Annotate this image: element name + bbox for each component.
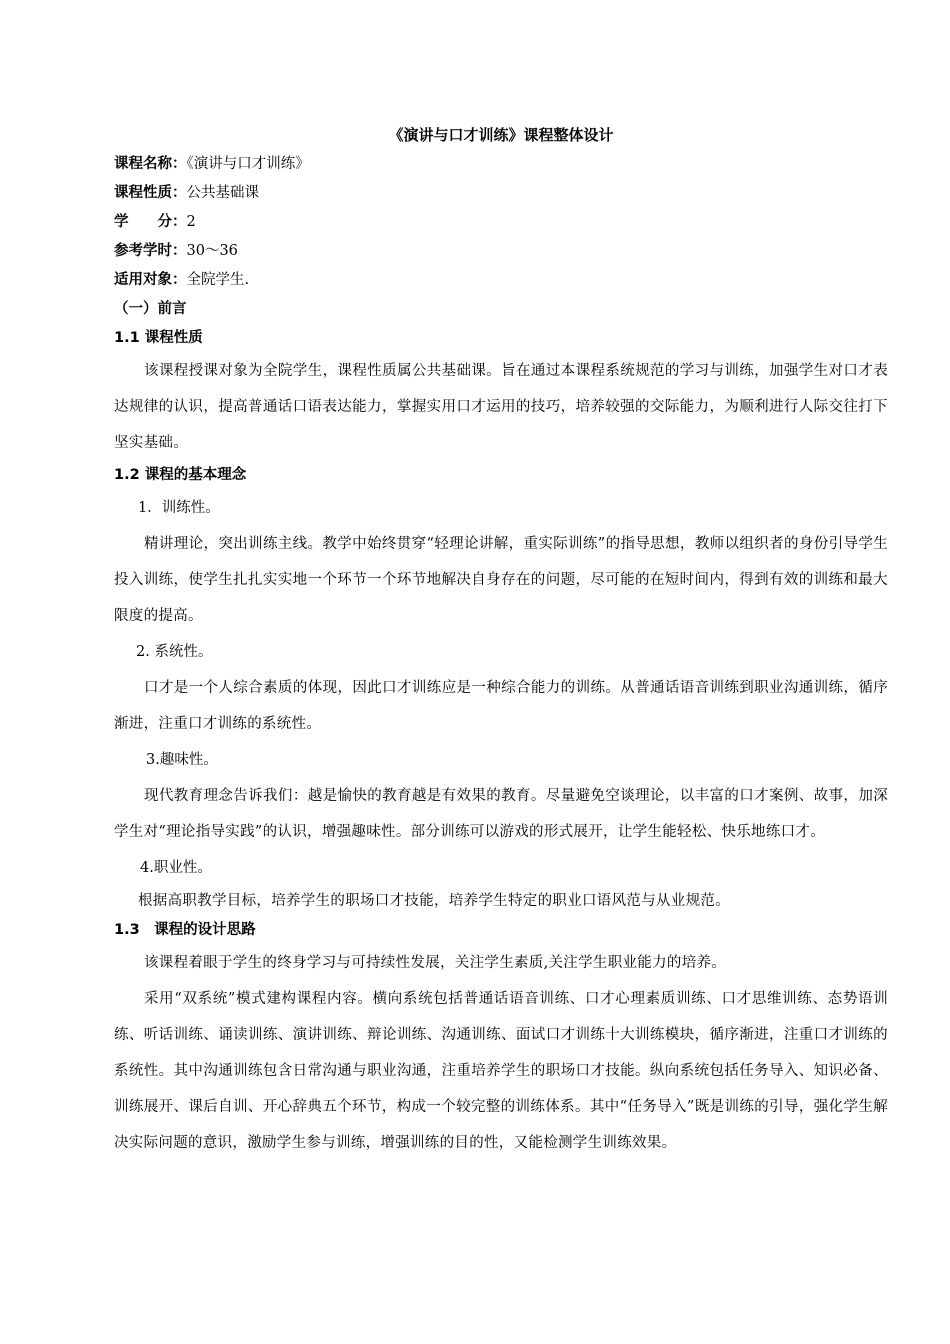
meta-label: 适用对象： [114,272,187,288]
meta-credits [114,208,888,237]
meta-course-name [114,150,888,179]
section-1-1-heading: 1.1 课程性质 [114,330,203,346]
meta-hours [114,237,888,266]
section-1-3-paragraph-1: 该课程着眼于学生的终身学习与可持续性发展，关注学生素质,关注学生职业能力的培养。 [144,955,727,971]
meta-value: 公共基础课 [186,185,259,201]
meta-audience [114,266,888,295]
concept-item-paragraph: 口才是一个人综合素质的体现，因此口才训练应是一种综合能力的训练。从普通话语音训练到职业沟通训练，循序渐进，注重口才训练的系统性。 [114,680,888,732]
section-1-1-paragraph: 该课程授课对象为全院学生，课程性质属公共基础课。旨在通过本课程系统规范的学习与训练，加强学生对口才表达规律的认识，提高普通话口语表达能力，掌握实用口才运用的技巧，培养较强的交际能力，为顺利进行人际交往打下坚实基础。 [114,363,888,451]
concept-item-paragraph: 现代教育理念告诉我们：越是愉快的教育越是有效果的教育。尽量避免空谈理论，以丰富的口才案例、故事，加深学生对“理论指导实践”的认识，增强趣味性。部分训练可以游戏的形式展开，让学生能轻松、快乐地练口才。 [114,788,888,840]
meta-label: 学 分： [114,214,187,230]
concept-item-label: 1．训练性。 [138,500,220,516]
concept-item-label: 3.趣味性。 [146,752,218,768]
concept-item-label: 2. 系统性。 [136,644,213,660]
meta-value: 30～36 [186,243,238,259]
meta-label: 参考学时： [114,243,187,259]
section-intro-heading: （一）前言 [114,301,187,317]
meta-value: 《演讲与口才训练》 [186,156,310,172]
meta-course-nature [114,179,888,208]
meta-value: 2 [186,214,196,230]
section-1-3-paragraph-2: 采用“双系统”模式建构课程内容。横向系统包括普通话语音训练、口才心理素质训练、口才思维训练、态势语训练、听话训练、诵读训练、演讲训练、辩论训练、沟通训练、面试口才训练十大训练模块，循序渐进，注重口才训练的系统性。其中沟通训练包含日常沟通与职业沟通，注重培养学生的职场口才技能。纵向系统包括任务导入、知识必备、训练展开、课后自训、开心辞典五个环节，构成一个较完整的训练体系。其中“任务导入”既是训练的引导，强化学生解决实际问题的意识，激励学生参与训练，增强训练的目的性，又能检测学生训练效果。 [114,991,888,1151]
concept-item-label: 4.职业性。 [140,860,212,876]
concept-item-paragraph: 根据高职教学目标，培养学生的职场口才技能，培养学生特定的职业口语风范与从业规范。 [138,893,730,909]
meta-label: 课程性质： [114,185,187,201]
section-1-3-heading: 1.3 课程的设计思路 [114,922,256,938]
document-title: 《演讲与口才训练》课程整体设计 [388,126,614,144]
concept-item-paragraph: 精讲理论，突出训练主线。教学中始终贯穿“轻理论讲解，重实际训练”的指导思想，教师以组织者的身份引导学生投入训练，使学生扎扎实实地一个环节一个环节地解决自身存在的问题，尽可能的在短时间内，得到有效的训练和最大限度的提高。 [114,536,888,624]
section-1-2-heading: 1.2 课程的基本理念 [114,467,247,483]
meta-label: 课程名称： [114,156,187,172]
meta-value: 全院学生. [186,272,250,288]
document-page [114,120,888,1161]
